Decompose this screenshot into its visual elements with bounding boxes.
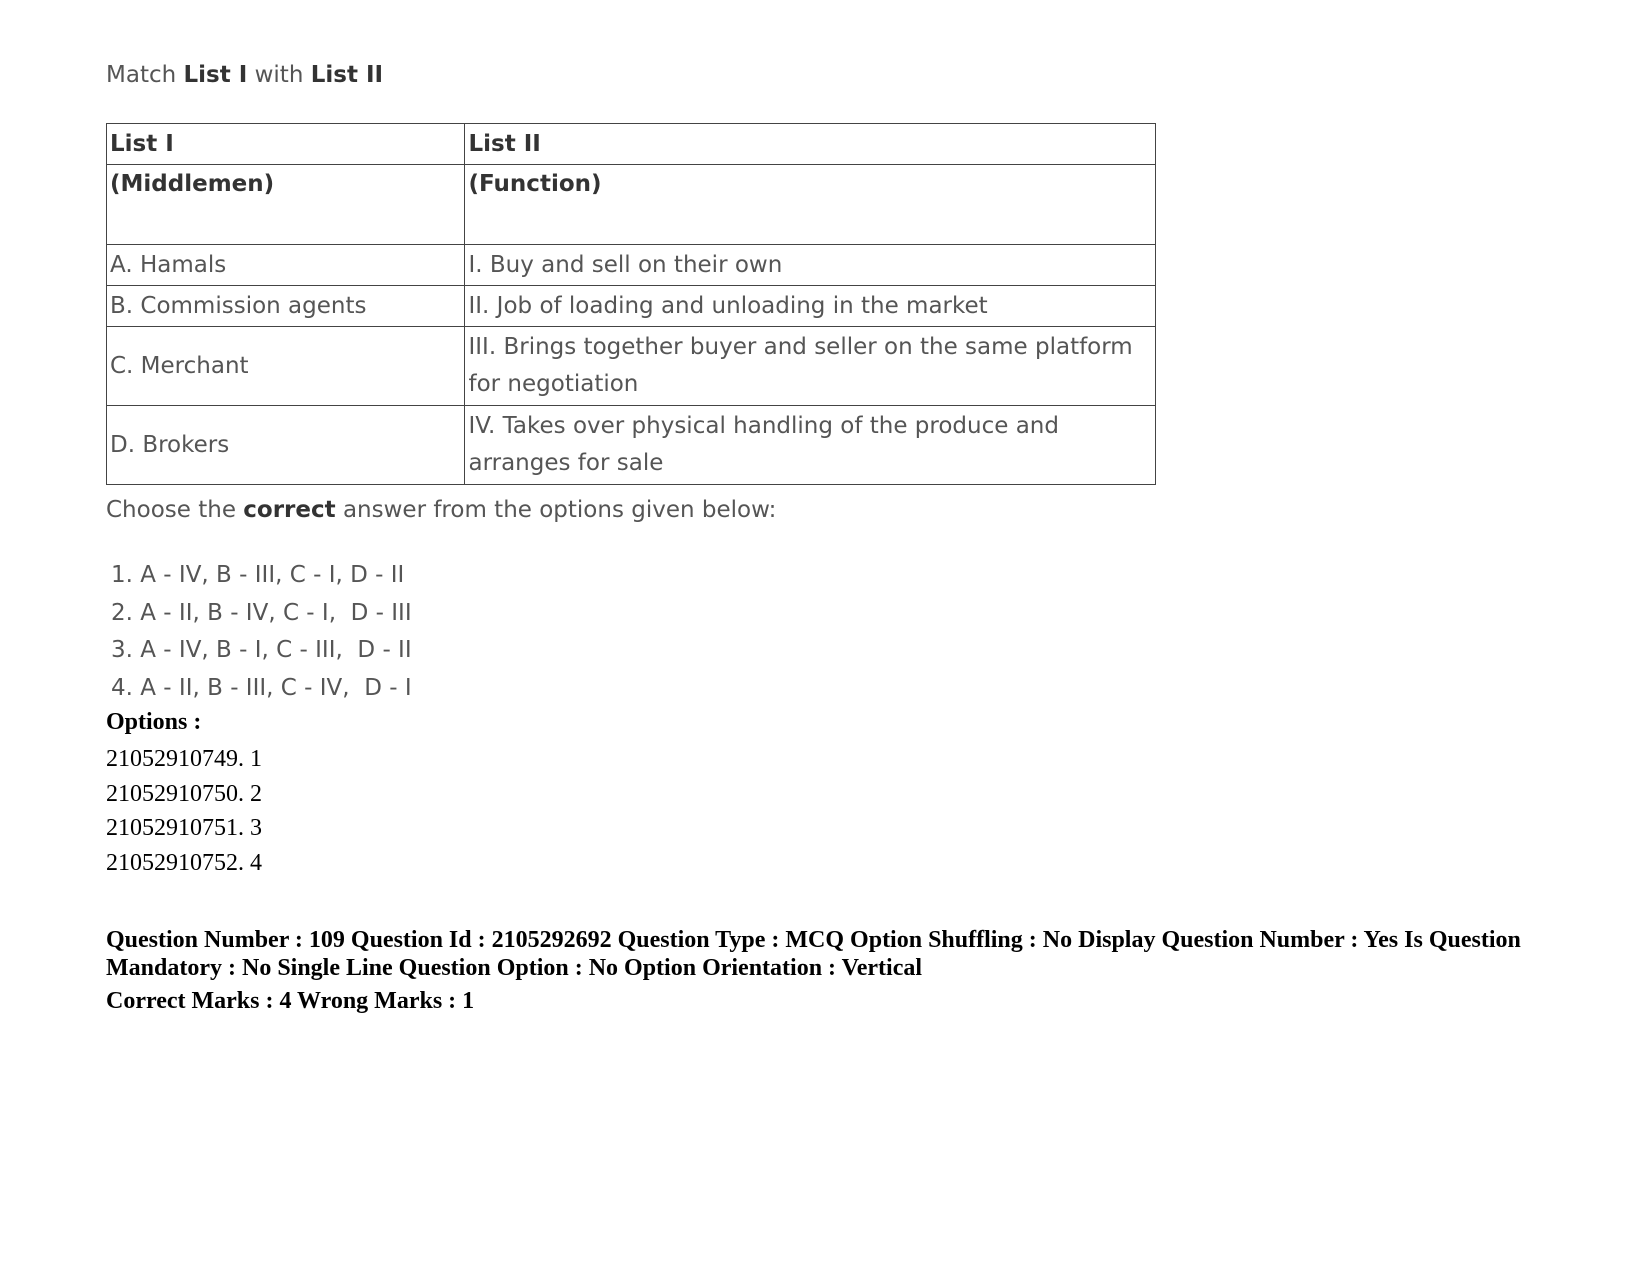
table-cell: I. Buy and sell on their own (465, 245, 1156, 286)
question-intro (106, 62, 383, 88)
header-list2: List II (465, 124, 1156, 165)
intro-text: with (247, 62, 311, 88)
option-id-list (106, 742, 262, 880)
option-id: 21052910752. 4 (106, 849, 262, 876)
table-cell: B. Commission agents (107, 286, 465, 327)
table-cell: C. Merchant (107, 327, 465, 406)
choose-text: Choose the (106, 497, 244, 523)
answer-choices (111, 557, 412, 707)
option-id: 21052910750. 2 (106, 780, 262, 807)
table-row (107, 245, 1156, 286)
table-cell: III. Brings together buyer and seller on the same platform for negotiation (465, 327, 1156, 406)
intro-list2: List II (310, 62, 384, 88)
option-id: 21052910751. 3 (106, 815, 262, 841)
answer-choice: 1. A - IV, B - III, C - I, D - II (111, 562, 405, 588)
question-marks: Correct Marks : 4 Wrong Marks : 1 (106, 988, 475, 1014)
question-meta: Question Number : 109 Question Id : 2105292692 Question Type : MCQ Option Shuffling : No Display Question Number : Yes Is Question Mandatory : No Single Line Question Option : No Option Orientation : Vertical (106, 927, 1521, 981)
table-row (107, 327, 1156, 406)
header-list1: List I (107, 124, 465, 165)
table-row (107, 286, 1156, 327)
answer-choice: 4. A - II, B - III, C - IV, D - I (111, 674, 412, 701)
answer-choice: 2. A - II, B - IV, C - I, D - III (111, 599, 412, 626)
table-cell: II. Job of loading and unloading in the market (465, 286, 1156, 327)
table-cell: A. Hamals (107, 245, 465, 286)
table-cell: D. Brokers (107, 406, 465, 485)
intro-list1: List I (183, 62, 248, 88)
choose-emphasis: correct (243, 497, 336, 523)
table-row (107, 406, 1156, 485)
match-table (106, 123, 1156, 485)
subheader-function: (Function) (465, 165, 1156, 245)
option-id: 21052910749. 1 (106, 746, 262, 772)
intro-text: Match (106, 62, 184, 88)
choose-instruction (106, 497, 776, 523)
table-header-row (107, 124, 1156, 165)
choose-text: answer from the options given below: (335, 497, 777, 523)
options-label: Options : (106, 709, 202, 735)
subheader-middlemen: (Middlemen) (107, 165, 465, 245)
table-cell: IV. Takes over physical handling of the produce and arranges for sale (465, 406, 1156, 485)
answer-choice: 3. A - IV, B - I, C - III, D - II (111, 637, 412, 663)
table-subheader-row (107, 165, 1156, 245)
